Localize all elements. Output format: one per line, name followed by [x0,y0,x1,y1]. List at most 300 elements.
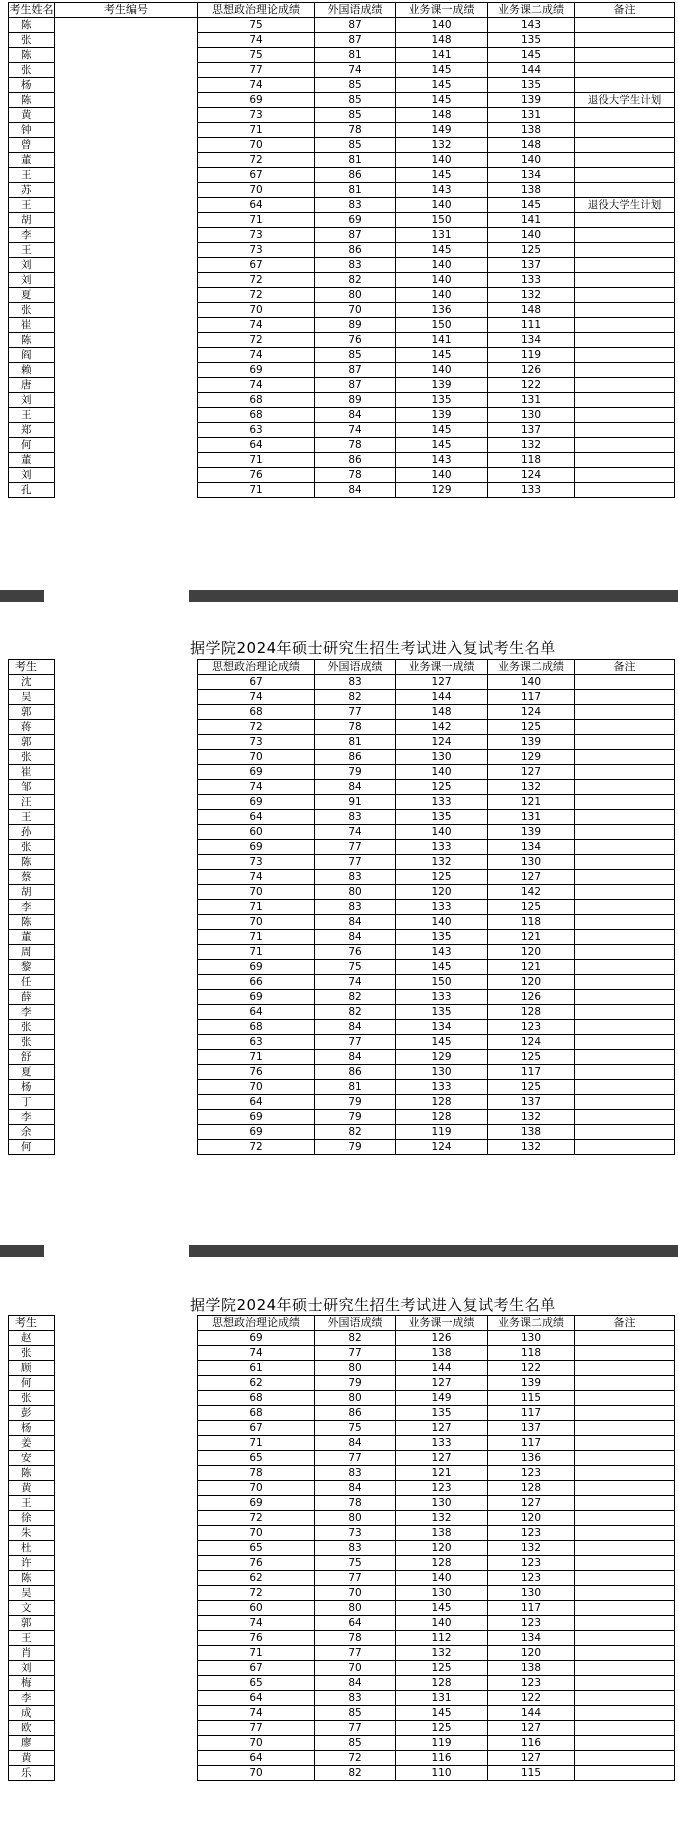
cell-course2: 140 [488,675,575,690]
table-row [9,363,675,378]
cell-course2: 134 [488,168,575,183]
cell-name: 何 [9,1140,55,1155]
header-name: 考生姓名 [9,3,54,16]
table-row [9,183,675,198]
table-body-1 [9,18,675,498]
cell-course1: 145 [396,168,488,183]
cell-foreign: 79 [315,765,396,780]
cell-remark [575,1721,675,1736]
cell-politics: 69 [198,840,315,855]
cell-name: 张 [9,303,55,318]
cell-course2: 127 [488,1751,575,1766]
cell-name: 肖 [9,1646,55,1661]
cell-id [55,780,198,795]
cell-foreign: 80 [315,288,396,303]
cell-foreign: 81 [315,153,396,168]
cell-course1: 135 [396,930,488,945]
table-row [9,825,675,840]
cell-id [55,915,198,930]
cell-foreign: 87 [315,18,396,33]
cell-course1: 127 [396,675,488,690]
cell-foreign: 77 [315,1646,396,1661]
cell-course2: 145 [488,198,575,213]
cell-course1: 129 [396,483,488,498]
cell-remark [575,900,675,915]
table-row [9,945,675,960]
cell-course2: 121 [488,795,575,810]
cell-remark [575,1541,675,1556]
cell-course2: 132 [488,288,575,303]
cell-foreign: 76 [315,333,396,348]
cell-foreign: 77 [315,1035,396,1050]
cell-course2: 141 [488,213,575,228]
cell-course2: 127 [488,870,575,885]
cell-remark [575,855,675,870]
cell-name: 顾 [9,1361,55,1376]
cell-course1: 121 [396,1466,488,1481]
table-row [9,273,675,288]
score-table-1 [8,2,675,498]
cell-foreign: 77 [315,1721,396,1736]
cell-name: 孔 [9,483,55,498]
cell-remark [575,1511,675,1526]
cell-id [55,363,198,378]
cell-foreign: 85 [315,93,396,108]
cell-course2: 124 [488,1035,575,1050]
cell-foreign: 84 [315,408,396,423]
cell-remark [575,438,675,453]
cell-foreign: 86 [315,453,396,468]
cell-id [55,975,198,990]
table-row [9,810,675,825]
cell-foreign: 70 [315,1586,396,1601]
cell-name: 胡 [9,885,55,900]
table-row [9,900,675,915]
table-row [9,1140,675,1155]
cell-foreign: 77 [315,1451,396,1466]
cell-politics: 70 [198,138,315,153]
table-row [9,1466,675,1481]
page-separator [189,590,678,602]
cell-course2: 120 [488,975,575,990]
cell-foreign: 82 [315,990,396,1005]
cell-politics: 67 [198,675,315,690]
cell-name: 黄 [9,1751,55,1766]
cell-id [55,1436,198,1451]
cell-politics: 63 [198,1035,315,1050]
table-row [9,1571,675,1586]
cell-politics: 72 [198,1586,315,1601]
header-name: 考生 [9,660,55,675]
cell-foreign: 83 [315,1541,396,1556]
table-row [9,303,675,318]
cell-course2: 138 [488,123,575,138]
table-row [9,675,675,690]
cell-foreign: 78 [315,1631,396,1646]
table-header-row [9,3,675,18]
cell-course1: 145 [396,243,488,258]
cell-course2: 117 [488,1065,575,1080]
cell-name: 张 [9,1391,55,1406]
cell-id [55,1601,198,1616]
cell-id [55,318,198,333]
cell-course1: 131 [396,1691,488,1706]
cell-course1: 128 [396,1110,488,1125]
cell-id [55,1361,198,1376]
table-row [9,870,675,885]
cell-remark [575,363,675,378]
cell-id [55,990,198,1005]
cell-remark [575,1466,675,1481]
cell-foreign: 70 [315,303,396,318]
cell-course2: 136 [488,1451,575,1466]
cell-politics: 70 [198,885,315,900]
cell-remark [575,1496,675,1511]
cell-politics: 77 [198,1721,315,1736]
cell-politics: 69 [198,960,315,975]
cell-politics: 74 [198,378,315,393]
cell-course2: 134 [488,840,575,855]
cell-id [55,870,198,885]
cell-remark [575,765,675,780]
score-table-2 [8,659,675,1155]
cell-foreign: 75 [315,1421,396,1436]
table-row [9,48,675,63]
cell-remark [575,750,675,765]
cell-id [55,153,198,168]
cell-name: 吴 [9,690,55,705]
cell-remark: 退役大学生计划 [575,198,675,213]
cell-foreign: 82 [315,1125,396,1140]
cell-id [55,1571,198,1586]
cell-course2: 132 [488,1110,575,1125]
cell-course1: 135 [396,1406,488,1421]
cell-course1: 145 [396,438,488,453]
table-row [9,1406,675,1421]
cell-id [55,960,198,975]
header-politics: 思想政治理论成绩 [198,3,315,18]
cell-name: 周 [9,945,55,960]
cell-course2: 123 [488,1526,575,1541]
table-row [9,1436,675,1451]
cell-politics: 68 [198,408,315,423]
cell-politics: 70 [198,1526,315,1541]
cell-course2: 118 [488,453,575,468]
cell-politics: 74 [198,870,315,885]
cell-course1: 133 [396,840,488,855]
cell-foreign: 79 [315,1095,396,1110]
cell-course1: 150 [396,318,488,333]
cell-politics: 73 [198,108,315,123]
page-title: 据学院2024年硕士研究生招生考试进入复试考生名单 [190,1296,556,1314]
cell-politics: 60 [198,825,315,840]
cell-politics: 74 [198,33,315,48]
cell-remark [575,825,675,840]
cell-course2: 117 [488,1406,575,1421]
table-row [9,1376,675,1391]
cell-course2: 127 [488,1496,575,1511]
cell-course1: 139 [396,378,488,393]
cell-course2: 129 [488,750,575,765]
cell-course1: 148 [396,108,488,123]
cell-politics: 67 [198,258,315,273]
cell-foreign: 84 [315,1481,396,1496]
cell-foreign: 86 [315,243,396,258]
cell-foreign: 74 [315,825,396,840]
cell-course2: 120 [488,1646,575,1661]
cell-course1: 134 [396,1020,488,1035]
cell-politics: 67 [198,1421,315,1436]
cell-remark [575,63,675,78]
cell-foreign: 84 [315,915,396,930]
cell-course1: 145 [396,348,488,363]
table-row [9,378,675,393]
cell-name: 陈 [9,1571,55,1586]
cell-course2: 123 [488,1616,575,1631]
cell-name: 刘 [9,258,55,273]
cell-politics: 71 [198,900,315,915]
cell-foreign: 83 [315,900,396,915]
cell-name: 何 [9,1376,55,1391]
cell-name: 王 [9,168,55,183]
cell-foreign: 81 [315,48,396,63]
cell-foreign: 78 [315,468,396,483]
cell-course2: 115 [488,1766,575,1781]
cell-politics: 69 [198,363,315,378]
cell-course2: 125 [488,720,575,735]
table-row [9,1005,675,1020]
header-id [55,1316,198,1331]
cell-id [55,18,198,33]
cell-name: 张 [9,33,55,48]
cell-course2: 137 [488,423,575,438]
table-header-row [9,1316,675,1331]
cell-foreign: 77 [315,705,396,720]
table-row [9,1080,675,1095]
cell-politics: 78 [198,1466,315,1481]
table-row [9,1736,675,1751]
cell-politics: 64 [198,438,315,453]
cell-foreign: 86 [315,750,396,765]
cell-politics: 69 [198,990,315,1005]
cell-course2: 120 [488,1511,575,1526]
header-course1: 业务课一成绩 [396,1316,488,1331]
cell-politics: 73 [198,228,315,243]
cell-id [55,243,198,258]
cell-politics: 70 [198,1080,315,1095]
cell-foreign: 87 [315,228,396,243]
header-foreign: 外国语成绩 [315,1316,396,1331]
cell-course2: 121 [488,930,575,945]
cell-remark [575,1035,675,1050]
cell-remark [575,1361,675,1376]
cell-remark [575,123,675,138]
cell-course2: 126 [488,990,575,1005]
cell-course2: 133 [488,273,575,288]
cell-id [55,213,198,228]
score-table-3 [8,1315,675,1781]
cell-id [55,1080,198,1095]
cell-name: 李 [9,1005,55,1020]
cell-politics: 71 [198,213,315,228]
cell-course1: 150 [396,213,488,228]
cell-name: 蔡 [9,870,55,885]
cell-name: 唐 [9,378,55,393]
cell-remark [575,1766,675,1781]
cell-foreign: 70 [315,1661,396,1676]
cell-name: 郑 [9,423,55,438]
cell-politics: 65 [198,1541,315,1556]
cell-name: 陈 [9,1466,55,1481]
cell-course1: 145 [396,1601,488,1616]
table-row [9,975,675,990]
cell-course1: 135 [396,810,488,825]
cell-foreign: 69 [315,213,396,228]
header-foreign: 外国语成绩 [315,3,396,18]
cell-course1: 124 [396,1140,488,1155]
cell-id [55,1676,198,1691]
cell-name: 汪 [9,795,55,810]
cell-course2: 138 [488,1125,575,1140]
cell-id [55,735,198,750]
cell-remark [575,1125,675,1140]
cell-course2: 124 [488,468,575,483]
cell-course2: 128 [488,1005,575,1020]
cell-name: 廖 [9,1736,55,1751]
cell-course1: 140 [396,273,488,288]
cell-politics: 62 [198,1376,315,1391]
table-row [9,18,675,33]
cell-remark [575,930,675,945]
cell-id [55,1421,198,1436]
cell-name: 杨 [9,78,55,93]
cell-politics: 65 [198,1451,315,1466]
cell-course2: 144 [488,63,575,78]
cell-name: 崔 [9,318,55,333]
cell-id [55,855,198,870]
table-row [9,1631,675,1646]
cell-remark [575,183,675,198]
table-row [9,453,675,468]
cell-course2: 131 [488,810,575,825]
cell-name: 黄 [9,108,55,123]
table-row [9,1556,675,1571]
table-row [9,1065,675,1080]
cell-foreign: 73 [315,1526,396,1541]
cell-politics: 72 [198,720,315,735]
cell-id [55,765,198,780]
cell-name: 苏 [9,183,55,198]
cell-course2: 119 [488,348,575,363]
cell-name: 杨 [9,1080,55,1095]
table-row [9,960,675,975]
cell-politics: 64 [198,1751,315,1766]
cell-course1: 145 [396,78,488,93]
cell-name: 蒋 [9,720,55,735]
cell-id [55,1331,198,1346]
cell-politics: 74 [198,78,315,93]
table-body-2 [9,675,675,1155]
cell-id [55,1631,198,1646]
cell-remark [575,1616,675,1631]
table-row [9,1676,675,1691]
cell-remark [575,408,675,423]
cell-id [55,795,198,810]
cell-remark [575,840,675,855]
cell-course1: 143 [396,945,488,960]
cell-name: 安 [9,1451,55,1466]
cell-course2: 139 [488,93,575,108]
cell-remark [575,468,675,483]
cell-politics: 69 [198,1331,315,1346]
table-row [9,1391,675,1406]
cell-politics: 70 [198,1766,315,1781]
cell-id [55,273,198,288]
cell-name: 梅 [9,1676,55,1691]
cell-remark [575,1706,675,1721]
cell-id [55,33,198,48]
cell-name: 董 [9,930,55,945]
cell-course1: 127 [396,1376,488,1391]
cell-name: 王 [9,1496,55,1511]
cell-course1: 144 [396,690,488,705]
cell-course1: 132 [396,855,488,870]
cell-remark [575,213,675,228]
cell-name: 阎 [9,348,55,363]
table-row [9,288,675,303]
cell-course1: 140 [396,915,488,930]
cell-course1: 140 [396,1616,488,1631]
cell-politics: 74 [198,1706,315,1721]
cell-foreign: 74 [315,423,396,438]
cell-remark [575,810,675,825]
cell-id [55,840,198,855]
page-separator [0,1245,44,1257]
cell-foreign: 81 [315,1080,396,1095]
cell-course2: 132 [488,1140,575,1155]
cell-foreign: 75 [315,960,396,975]
cell-politics: 71 [198,1646,315,1661]
cell-course1: 125 [396,780,488,795]
cell-course2: 134 [488,1631,575,1646]
cell-id [55,483,198,498]
cell-id [55,1020,198,1035]
cell-remark [575,153,675,168]
cell-course1: 133 [396,795,488,810]
cell-remark [575,1110,675,1125]
cell-name: 许 [9,1556,55,1571]
cell-course1: 125 [396,1661,488,1676]
cell-foreign: 80 [315,1361,396,1376]
cell-course1: 150 [396,975,488,990]
cell-name: 夏 [9,1065,55,1080]
table-row [9,393,675,408]
cell-course2: 143 [488,18,575,33]
cell-id [55,690,198,705]
cell-course2: 130 [488,855,575,870]
cell-politics: 71 [198,483,315,498]
cell-name: 赵 [9,1331,55,1346]
cell-course1: 136 [396,303,488,318]
table-row [9,705,675,720]
cell-politics: 74 [198,318,315,333]
cell-name: 任 [9,975,55,990]
cell-remark [575,138,675,153]
cell-course2: 139 [488,735,575,750]
cell-id [55,1346,198,1361]
cell-remark [575,108,675,123]
cell-foreign: 77 [315,855,396,870]
